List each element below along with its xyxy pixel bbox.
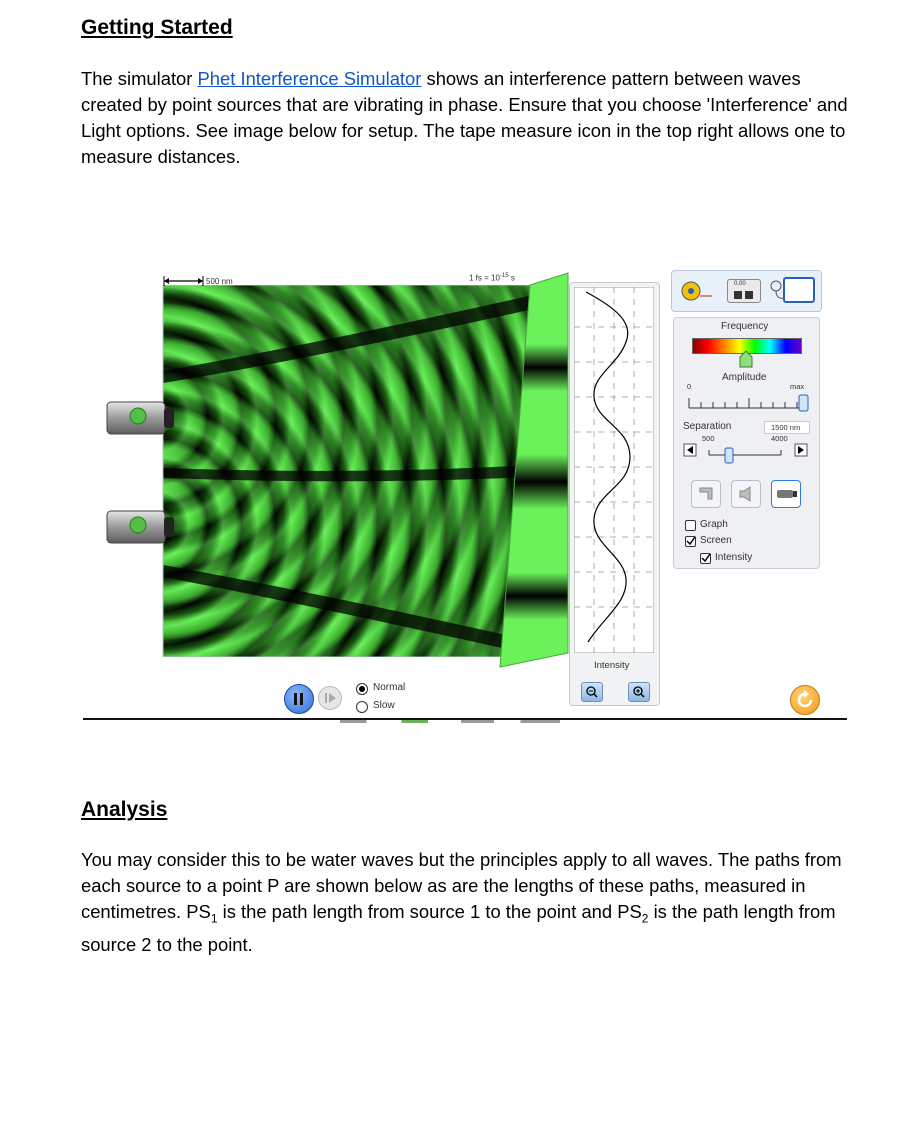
timer-label: 1 fs = $10^{-15}$ s [469,273,515,283]
frequency-label: Frequency [721,321,769,332]
projection-screen [498,271,572,671]
step-button[interactable] [318,686,342,710]
intensity-check-icon [701,553,711,563]
analysis-subscript-2: 2 [641,911,649,926]
zoom-in-icon [629,683,649,701]
screen-label: Screen [700,535,732,546]
separation-max-label: 4000 [771,434,788,443]
slow-speed-radio[interactable] [356,701,368,713]
analysis-paragraph [81,847,851,958]
normal-speed-radio-dot [359,686,365,692]
scale-bar-label: 500 nm [206,277,233,286]
zoom-out-button[interactable] [581,682,603,702]
tape-measure-icon[interactable] [680,278,714,304]
separation-slider[interactable] [683,443,811,465]
light-emitter-1[interactable] [106,400,178,436]
intensity-label: Intensity [715,552,753,563]
phet-simulator-link[interactable]: Phet Interference Simulator [197,68,422,89]
wave-detector-icon[interactable] [768,276,816,306]
intensity-checkbox[interactable] [700,553,711,564]
scale-bar-icon[interactable] [163,276,205,286]
analysis-heading: Analysis [81,798,168,821]
screen-check-icon [686,536,696,546]
normal-speed-label: Normal [373,682,406,693]
step-icon [319,687,341,709]
stopwatch-play-icon [745,291,753,299]
light-mode-button[interactable] [771,480,801,508]
intensity-chart [574,287,654,653]
graph-label: Graph [700,519,728,530]
stopwatch-reset-icon [734,291,742,299]
amplitude-label: Amplitude [722,372,767,383]
intro-paragraph [81,66,851,170]
reset-icon [791,686,819,714]
faucet-icon [692,481,720,507]
screenshot-cropped-strip [340,720,560,723]
stopwatch-icon[interactable] [727,279,761,303]
slow-speed-label: Slow [373,700,395,711]
zoom-in-button[interactable] [628,682,650,702]
analysis-text-3: is the path length from source 2 to the point. [81,901,836,955]
frequency-slider-thumb[interactable] [739,350,753,368]
intro-text-end: shows an interference pattern between waves created by point sources that are vibrating in phase. Ensure that you choose 'Interference' and Light options. See image below for setup. The tape measure icon in the top right allows one to measure distances. [81,68,848,167]
reset-all-button[interactable] [790,685,820,715]
amplitude-min-label: 0 [687,382,692,391]
sound-mode-button[interactable] [731,480,761,508]
graph-checkbox[interactable] [685,520,696,531]
amplitude-max-label: max [790,382,805,391]
wave-area [160,285,535,657]
screen-checkbox[interactable] [685,536,696,547]
intensity-chart-label: Intensity [594,660,630,671]
intro-text-start: The simulator [81,68,198,89]
normal-speed-radio[interactable] [356,683,368,695]
speaker-icon [732,481,760,507]
getting-started-heading: Getting Started [81,16,233,39]
separation-value: 1500 nm [771,423,801,432]
water-mode-button[interactable] [691,480,721,508]
pause-icon [285,685,313,713]
analysis-text-2: is the path length from source 1 to the point and PS [217,901,642,922]
separation-value-box [764,421,810,434]
stopwatch-readout: 0.00 [734,281,746,287]
zoom-out-icon [582,683,602,701]
amplitude-slider[interactable] [688,390,812,412]
separation-min-label: 500 [702,434,715,443]
analysis-subscript-1: 1 [210,911,218,926]
laser-icon [772,481,800,507]
separation-label: Separation [683,421,732,432]
analysis-text-1: You may consider this to be water waves but the principles apply to all waves. The paths from each source to a point P are shown below as are the lengths of these paths, measured in centimetres. PS [81,849,842,922]
pause-button[interactable] [284,684,314,714]
light-emitter-2[interactable] [106,509,178,545]
toolbox [671,270,822,312]
